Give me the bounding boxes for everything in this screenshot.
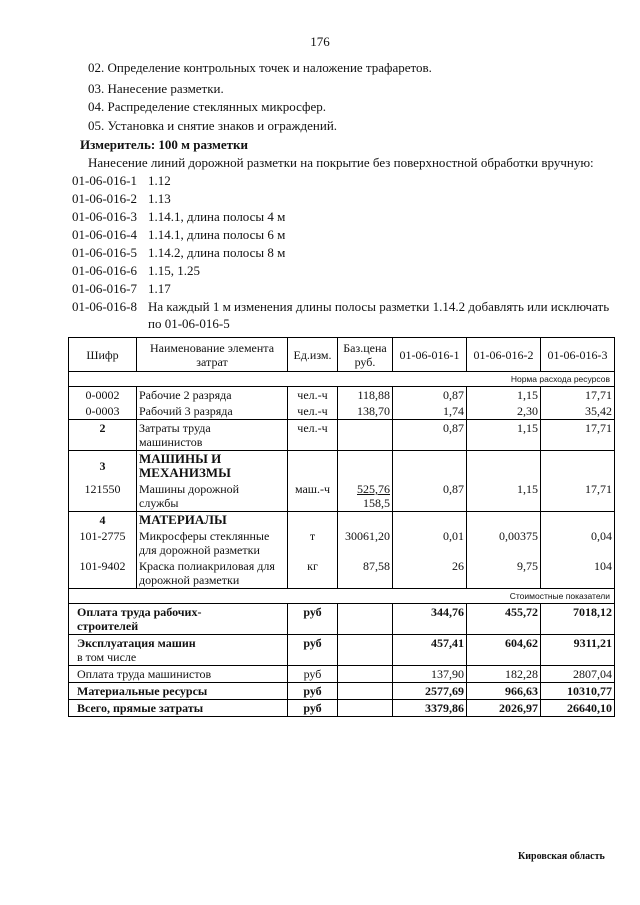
measure-unit: Измеритель: 100 м разметки bbox=[80, 137, 249, 152]
norm-caption: Норма расхода ресурсов bbox=[69, 372, 615, 387]
cost-row-operators: Оплата труда машинистов руб 137,90 182,28 2807,04 bbox=[69, 666, 615, 683]
cost-row-labor: Оплата труда рабочих- строителей руб 344,76 455,72 7018,12 bbox=[69, 604, 615, 635]
cost-caption-row bbox=[69, 589, 615, 604]
table-row: 0-0002 Рабочие 2 разряда чел.-ч 118,88 0,87 1,15 17,71 bbox=[69, 387, 615, 404]
header-name: Наименование элемента затрат bbox=[137, 338, 288, 372]
header-col-1: 01-06-016-1 bbox=[393, 338, 467, 372]
page-number: 176 bbox=[310, 34, 330, 49]
table-row: 101-9402 Краска полиакриловая для дорожной разметки кг 87,58 26 9,75 104 bbox=[69, 558, 615, 589]
table-row: 2 Затраты труда машинистов чел.-ч 0,87 1,15 17,71 bbox=[69, 420, 615, 451]
header-col-3: 01-06-016-3 bbox=[541, 338, 615, 372]
table-row: 101-2775 Микросферы стеклянные для дорожной разметки т 30061,20 0,01 0,00375 0,04 bbox=[69, 528, 615, 558]
footer-region: Кировская область bbox=[518, 851, 605, 862]
step-03: 03. Нанесение разметки. bbox=[88, 81, 224, 96]
table-row: 121550 Машины дорожной службы маш.-ч 525,76 158,5 0,87 1,15 17,71 bbox=[69, 481, 615, 512]
norm-caption-row bbox=[69, 372, 615, 387]
header-price: Баз.цена руб. bbox=[338, 338, 393, 372]
header-unit: Ед.изм. bbox=[288, 338, 338, 372]
section-row-materials: 4 МАТЕРИАЛЫ bbox=[69, 512, 615, 529]
cost-row-materials: Материальные ресурсы руб 2577,69 966,63 10310,77 bbox=[69, 683, 615, 700]
table-row: 0-0003 Рабочий 3 разряда чел.-ч 138,70 1,74 2,30 35,42 bbox=[69, 403, 615, 420]
header-col-2: 01-06-016-2 bbox=[467, 338, 541, 372]
intro-text: Нанесение линий дорожной разметки на покрытие без поверхностной обработки вручную: bbox=[88, 155, 594, 170]
step-02: 02. Определение контрольных точек и наложение трафаретов. bbox=[88, 60, 432, 75]
cost-row-machines: Эксплуатация машин в том числе руб 457,41 604,62 9311,21 bbox=[69, 635, 615, 666]
step-05: 05. Установка и снятие знаков и ограждений. bbox=[88, 118, 338, 133]
table-header-row bbox=[69, 338, 615, 372]
step-04: 04. Распределение стеклянных микросфер. bbox=[88, 99, 326, 114]
cost-caption: Стоимостные показатели bbox=[69, 589, 615, 604]
resource-table bbox=[68, 337, 615, 717]
header-code: Шифр bbox=[69, 338, 137, 372]
cost-row-total: Всего, прямые затраты руб 3379,86 2026,97 26640,10 bbox=[69, 700, 615, 717]
code-item-continuation: по 01-06-016-5 bbox=[148, 316, 230, 331]
section-row-machines: 3 МАШИНЫ И МЕХАНИЗМЫ bbox=[69, 451, 615, 482]
